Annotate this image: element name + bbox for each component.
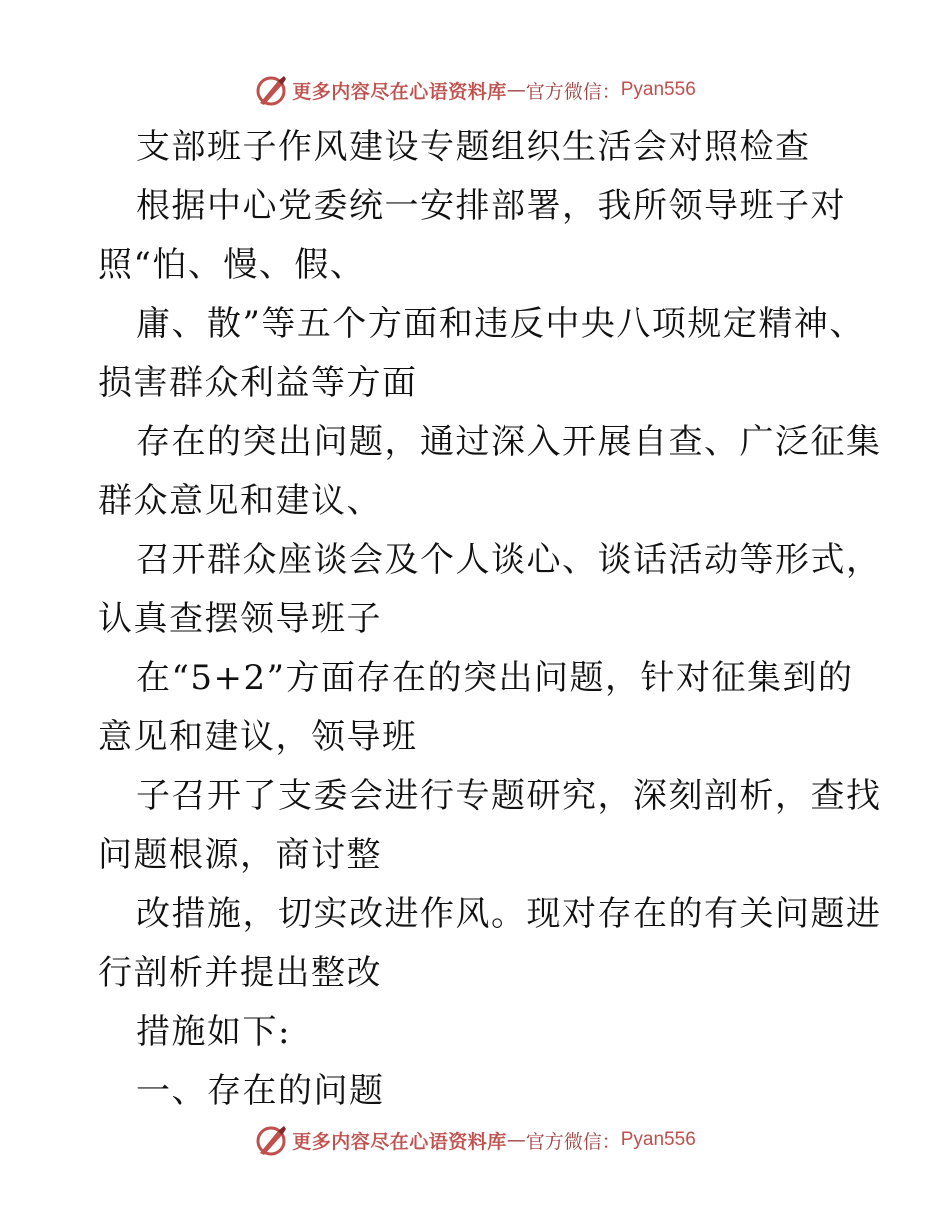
text-line: 照“怕、慢、假、 [98,245,366,285]
footer-watermark [0,1120,950,1160]
header-watermark [0,70,950,110]
text-line: 改措施，切实改进作风。现对存在的有关问题进 [136,894,882,934]
text-line: 庸、散”等五个方面和违反中央八项规定精神、 [136,304,865,344]
text-line: 存在的突出问题，通过深入开展自查、广泛征集 [136,422,882,462]
text-line: 损害群众利益等方面 [98,363,418,403]
watermark-separator: — [506,1129,526,1151]
document-body [98,118,882,1121]
watermark-handle: Pyan556 [620,79,696,100]
text-line: 根据中心党委统一安排部署，我所领导班子对 [136,186,846,226]
text-line: 措施如下: [136,1012,291,1052]
pen-circle-logo-icon [254,73,288,107]
text-line: 子召开了支委会进行专题研究，深刻剖析，查找 [136,776,882,816]
watermark-brand: 更多内容尽在心语资料库 [292,1130,507,1153]
watermark-brand: 更多内容尽在心语资料库 [292,80,507,103]
watermark-handle: Pyan556 [620,1129,696,1150]
pen-circle-logo-icon [254,1123,288,1157]
text-line: 行剖析并提出整改 [98,953,382,993]
text-line: 在“5+2”方面存在的突出问题，针对征集到的 [136,658,854,698]
document-title-line: 支部班子作风建设专题组织生活会对照检查 [136,127,811,167]
watermark-official-label: 官方微信： [525,80,621,103]
watermark-official-label: 官方微信： [525,1130,621,1153]
text-line: 认真查摆领导班子 [98,599,382,639]
text-line: 意见和建议，领导班 [98,717,418,757]
text-line: 召开群众座谈会及个人谈心、谈话活动等形式， [136,540,882,580]
section-heading: 一、存在的问题 [136,1071,385,1111]
text-line: 问题根源，商讨整 [98,835,382,875]
watermark-separator: — [506,79,526,101]
text-line: 群众意见和建议、 [98,481,382,521]
